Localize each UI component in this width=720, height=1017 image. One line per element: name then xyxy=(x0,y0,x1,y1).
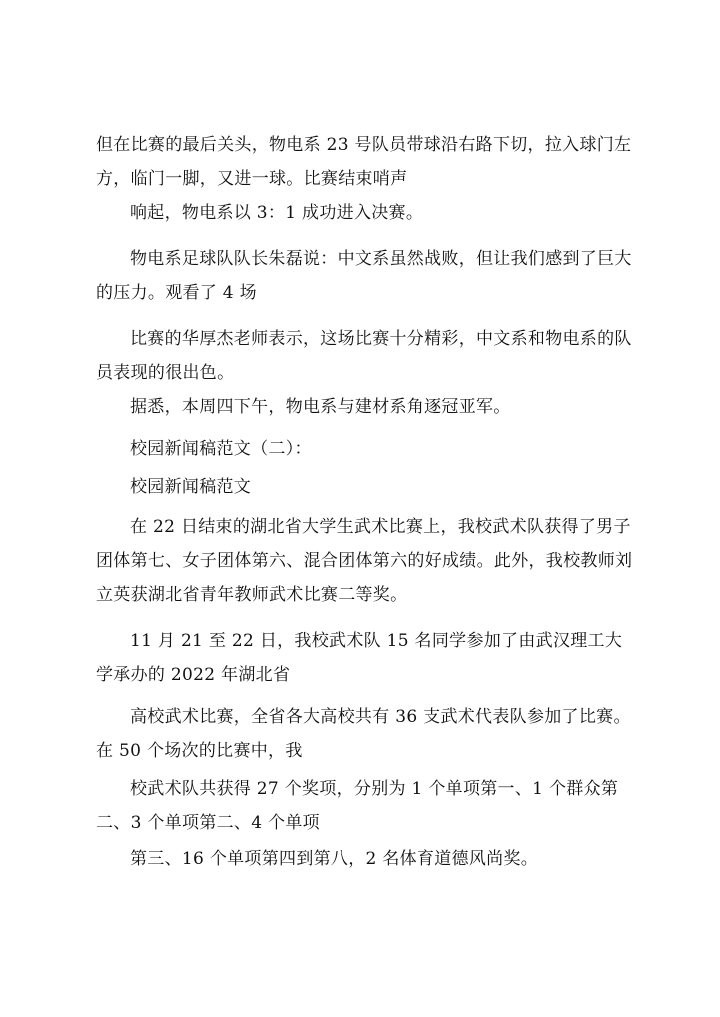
paragraph-5: 据悉，本周四下午，物电系与建材系角逐冠亚军。 xyxy=(130,397,511,417)
paragraph-9: 校武术队共获得 27 个奖项，分别为 1 个单项第一、1 个群众第二、3 个单项第二、4 个单项 xyxy=(96,779,619,833)
paragraph-4: 比赛的华厚杰老师表示，这场比赛十分精彩，中文系和物电系的队员表现的很出色。 xyxy=(96,329,632,383)
paragraph-3: 物电系足球队队长朱磊说：中文系虽然战败，但让我们感到了巨大的压力。观看了 4 场 xyxy=(96,249,632,303)
paragraph-1: 但在比赛的最后关头，物电系 23 号队员带球沿右路下切，拉入球门左方，临门一脚，又进一球。比赛结束哨声 xyxy=(96,135,632,189)
paragraph-8: 高校武术比赛，全省各大高校共有 36 支武术代表队参加了比赛。在 50 个场次的比赛中，我 xyxy=(96,707,631,761)
paragraph-2: 响起，物电系以 3：1 成功进入决赛。 xyxy=(130,203,424,223)
paragraph-7: 11 月 21 至 22 日，我校武术队 15 名同学参加了由武汉理工大学承办的 2022 年湖北省 xyxy=(96,631,623,685)
article-title: 校园新闻稿范文 xyxy=(130,477,252,497)
paragraph-10: 第三、16 个单项第四到第八，2 名体育道德风尚奖。 xyxy=(130,849,539,869)
section-heading: 校园新闻稿范文（二）： xyxy=(130,439,312,459)
paragraph-6: 在 22 日结束的湖北省大学生武术比赛上，我校武术队获得了男子团体第七、女子团体第六、混合团体第六的好成绩。此外，我校教师刘立英获湖北省青年教师武术比赛二等奖。 xyxy=(96,517,633,605)
